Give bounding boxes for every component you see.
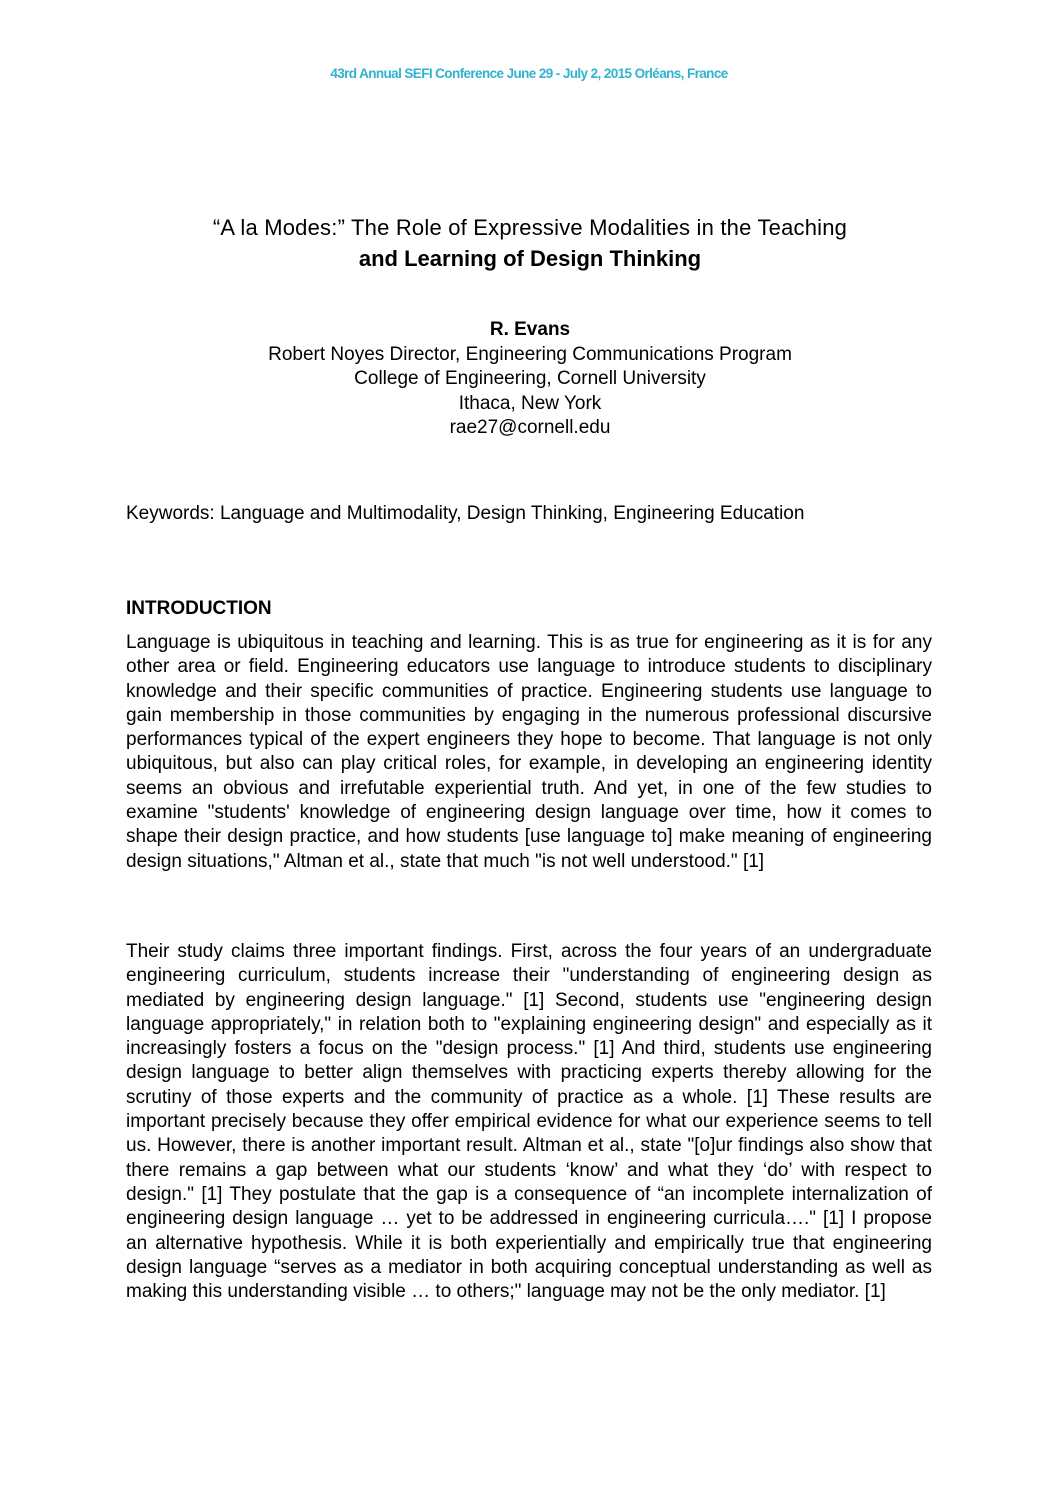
author-email: rae27@cornell.edu xyxy=(449,417,611,438)
keywords: Keywords: Language and Multimodality, Design Thinking, Engineering Education xyxy=(126,503,805,524)
author-location: Ithaca, New York xyxy=(458,392,602,414)
title-line-1: “A la Modes:” The Role of Expressive Modalities in the Teaching xyxy=(212,215,848,240)
author-affiliation: College of Engineering, Cornell University xyxy=(354,368,706,389)
introduction-paragraph-1: Language is ubiquitous in teaching and learning. This is as true for engineering as it is for any other area or field. Engineering educators use language to introduce students to disciplinary knowledge and their specific communities of practice. Engineering students use language to gain membership in those communities by engaging in the numerous professional discursive performances typical of the expert engineers they hope to become. That language is not only ubiquitous, but also can play critical roles, for example, in developing an engineering identity seems an obvious and irrefutable experiential truth. And yet, in one of the few studies to examine "students' knowledge of engineering design language over time, how it comes to shape their design practice, and how students [use language to] make meaning of engineering design situations," Altman et al., state that much "is not well understood." [1] xyxy=(126,632,932,872)
introduction-paragraph-2: Their study claims three important findings. First, across the four years of an undergraduate engineering curriculum, students increase their "understanding of engineering design as mediated by engineering design language." [1] Second, students use "engineering design language appropriately," in relation both to "explaining engineering design" and especially as it increasingly fosters a focus on the "design process." [1] And third, students use engineering design language to better align themselves with practicing experts thereby allowing for the scrutiny of those experts and the community of practice as a whole. [1] These results are important precisely because they offer empirical evidence for what our experience seems to tell us. However, there is another important result. Altman et al., state "[o]ur findings also show that there remains a gap between what our students ‘know’ and what they ‘do’ with respect to design." [1] They postulate that the gap is a consequence of “an incomplete internalization of engineering design language … yet to be addressed in engineering curricula…." [1] I propose an alternative hypothesis. While it is both experientially and empirically true that engineering design language “serves as a mediator in both acquiring conceptual understanding as well as making this understanding visible … to others;" language may not be the only mediator. [1] xyxy=(126,941,932,1303)
section-heading-introduction: INTRODUCTION xyxy=(126,598,272,619)
paper-title xyxy=(100,212,960,274)
author-position: Robert Noyes Director, Engineering Communications Program xyxy=(268,343,792,365)
author-name: R. Evans xyxy=(489,319,571,340)
author-block xyxy=(100,318,960,441)
title-line-2: and Learning of Design Thinking xyxy=(358,246,702,271)
running-header: 43rd Annual SEFI Conference June 29 - July 2, 2015 Orléans, France xyxy=(330,66,728,81)
